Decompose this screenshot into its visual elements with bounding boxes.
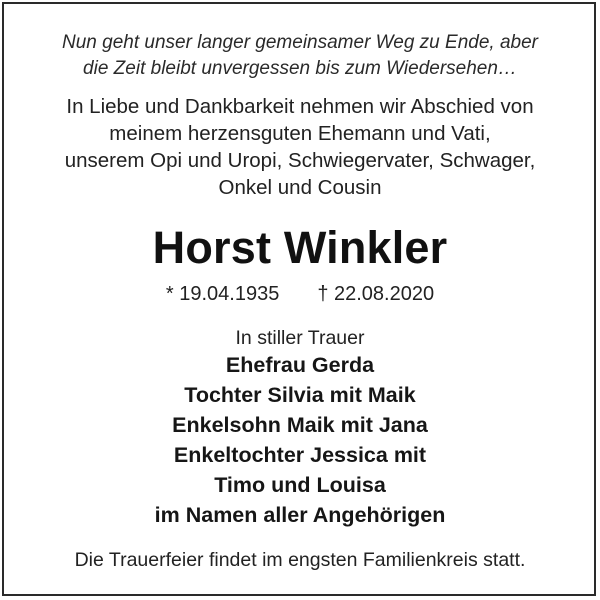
mourner-line: Ehefrau Gerda [225,353,375,377]
birth-date: * 19.04.1935 [165,283,280,305]
mourner-line: Enkeltochter Jessica mit [173,443,427,467]
intro-line-1: In Liebe und Dankbarkeit nehmen wir Abschied von [66,95,534,118]
mourner-line: im Namen aller Angehörigen [154,503,446,527]
intro-line-3: unserem Opi und Uropi, Schwiegervater, Schwager, [64,149,536,172]
intro-line-4: Onkel und Cousin [218,176,382,199]
motto-line-1: Nun geht unser langer gemeinsamer Weg zu Ende, aber [62,32,538,53]
mourner-line: Tochter Silvia mit Maik [184,383,416,407]
mourning-label: In stiller Trauer [235,327,365,349]
life-dates [0,281,600,307]
mourner-line: Enkelsohn Maik mit Jana [172,413,428,437]
death-date: † 22.08.2020 [317,283,435,305]
funeral-note: Die Trauerfeier findet im engsten Familienkreis statt. [74,549,526,571]
intro-line-2: meinem herzensguten Ehemann und Vati, [109,122,491,145]
mourner-line: Timo und Louisa [214,473,386,497]
motto-line-2: die Zeit bleibt unvergessen bis zum Wiedersehen… [83,58,517,79]
deceased-name: Horst Winkler [152,222,448,273]
